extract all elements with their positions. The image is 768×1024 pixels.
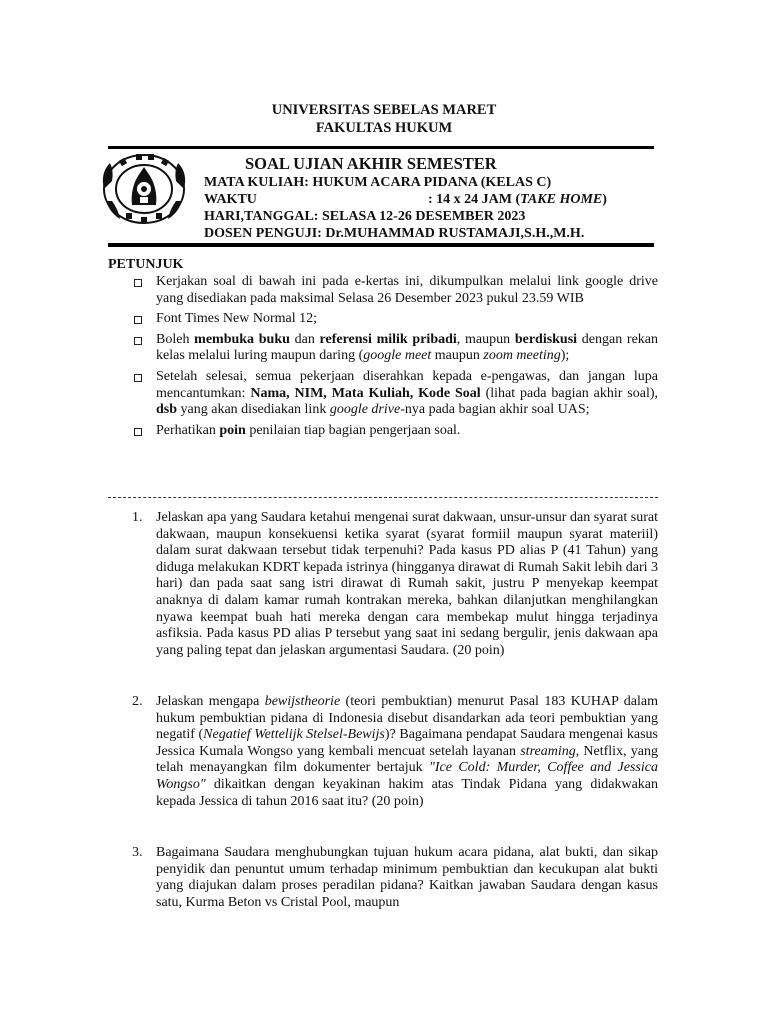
lecturer-line: DOSEN PENGUJI: Dr.MUHAMMAD RUSTAMAJI,S.H.,M.H.: [204, 226, 585, 241]
faculty-name: FAKULTAS HUKUM: [315, 120, 453, 136]
question-number: 3.: [132, 845, 143, 860]
header-rule-bottom: [108, 243, 654, 247]
instruction-item: Font Times New Normal 12;: [108, 311, 658, 328]
time-value: : 14 x 24 JAM (TAKE HOME): [428, 192, 607, 207]
checkbox-bullet-icon: [134, 428, 142, 436]
university-logo: [96, 151, 192, 227]
instruction-item: Perhatikan poin penilaian tiap bagian pengerjaan soal.: [108, 423, 658, 440]
checkbox-bullet-icon: [134, 316, 142, 324]
instruction-item: Kerjakan soal di bawah ini pada e-kertas ini, dikumpulkan melalui link google drive yang disediakan pada maksimal Selasa 26 Desember 2023 pukul 23.59 WIB: [108, 274, 658, 307]
question-3: [108, 845, 658, 911]
instructions-title: PETUNJUK: [108, 257, 184, 272]
instruction-item: Setelah selesai, semua pekerjaan diserahkan kepada e-pengawas, dan jangan lupa mencantumkan: Nama, NIM, Mata Kuliah, Kode Soal (lihat pada bagian akhir soal), dsb yang akan disediakan link google drive-nya pada bagian akhir soal UAS;: [108, 369, 658, 419]
exam-title: SOAL UJIAN AKHIR SEMESTER: [245, 154, 497, 173]
date-line: HARI,TANGGAL: SELASA 12-26 DESEMBER 2023: [204, 209, 526, 224]
question-number: 2.: [132, 694, 143, 709]
question-text: Jelaskan mengapa bewijstheorie (teori pembuktian) menurut Pasal 183 KUHAP dalam hukum pembuktian pidana di Indonesia disebut disandarkan ada teori pembuktian yang negatif (Negatief Wettelijk Stelsel-Bewijs)? Bagaimana pendapat Saudara mengenai kasus Jessica Kumala Wongso yang kembali mencuat setelah layanan streaming, Netflix, yang telah menayangkan film dokumenter bertajuk "Ice Cold: Murder, Coffee and Jessica Wongso" dikaitkan dengan keyakinan hakim atas Tindak Pidana yang didakwakan kepada Jessica di tahun 2016 saat itu? (20 poin): [156, 694, 658, 809]
course-line: MATA KULIAH: HUKUM ACARA PIDANA (KELAS C): [204, 175, 552, 190]
question-text: Jelaskan apa yang Saudara ketahui mengenai surat dakwaan, unsur-unsur dan syarat surat dakwaan, maupun konsekuensi ketika syarat (syarat formiil maupun syarat materiil) dalam surat dakwaan tersebut tidak terpenuhi? Pada kasus PD alias P (41 Tahun) yang diduga melakukan KDRT kepada istrinya (hingganya dirawat di Rumah Sakit lebih dari 3 hari) dan pada saat sang istri dirawat di Rumah sakit, justru P menyekap keempat anaknya di dalam kamar rumah kontrakan mereka, bahkan dilanjutkan menghilangkan nyawa keempat buah hati mereka dengan cara membekap mulut hingga terjadinya asfiksia. Pada kasus PD alias P tersebut yang saat ini sedang bergulir, jenis dakwaan apa yang paling tepat dan jelaskan argumentasi Saudara. (20 poin): [156, 510, 659, 658]
university-name: UNIVERSITAS SEBELAS MARET: [271, 102, 497, 118]
header-rule-top: [108, 146, 654, 149]
time-label: WAKTU: [204, 192, 257, 207]
question-1: [108, 510, 658, 659]
checkbox-bullet-icon: [134, 279, 142, 287]
question-number: 1.: [132, 510, 143, 525]
question-text: Bagaimana Saudara menghubungkan tujuan hukum acara pidana, alat bukti, dan sikap penyidik dan penuntut umum terhadap minimum pembuktian dan kecukupan alat bukti yang diajukan dalam proses peradilan pidana? Kaitkan jawaban Saudara dengan kasus satu, Kurma Beton vs Cristal Pool, maupun: [156, 845, 658, 910]
question-2: [108, 694, 658, 810]
instructions-list: [108, 274, 658, 443]
instruction-item: Boleh membuka buku dan referensi milik pribadi, maupun berdiskusi dengan rekan kelas melalui luring maupun daring (google meet maupun zoom meeting);: [108, 332, 658, 365]
checkbox-bullet-icon: [134, 374, 142, 382]
section-divider: [108, 497, 658, 498]
checkbox-bullet-icon: [134, 337, 142, 345]
